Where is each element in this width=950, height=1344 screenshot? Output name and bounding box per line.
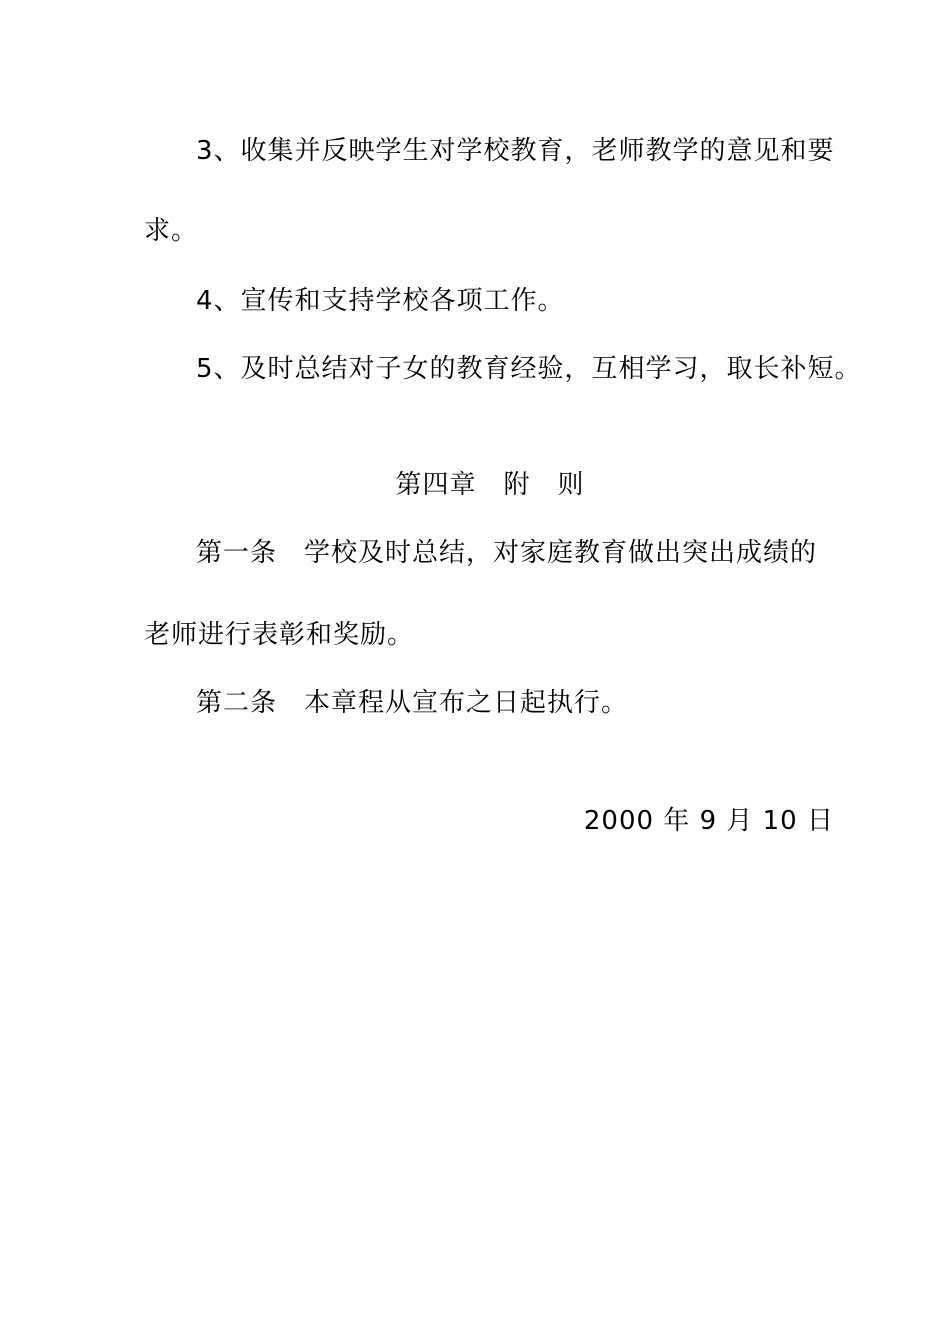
item-3-line-2: 求。 <box>144 216 199 246</box>
item-4: 4、宣传和支持学校各项工作。 <box>196 286 565 316</box>
article-1-line-2: 老师进行表彰和奖励。 <box>144 620 415 650</box>
chapter-title: 第四章 附 则 <box>395 470 585 500</box>
item-5: 5、及时总结对子女的教育经验，互相学习，取长补短。 <box>196 354 862 384</box>
date-line: 2000 年 9 月 10 日 <box>583 806 834 836</box>
item-3-line-1: 3、收集并反映学生对学校教育，老师教学的意见和要 <box>196 136 835 166</box>
article-2: 第二条 本章程从宣布之日起执行。 <box>196 688 629 718</box>
article-1-line-1: 第一条 学校及时总结，对家庭教育做出突出成绩的 <box>196 538 818 568</box>
